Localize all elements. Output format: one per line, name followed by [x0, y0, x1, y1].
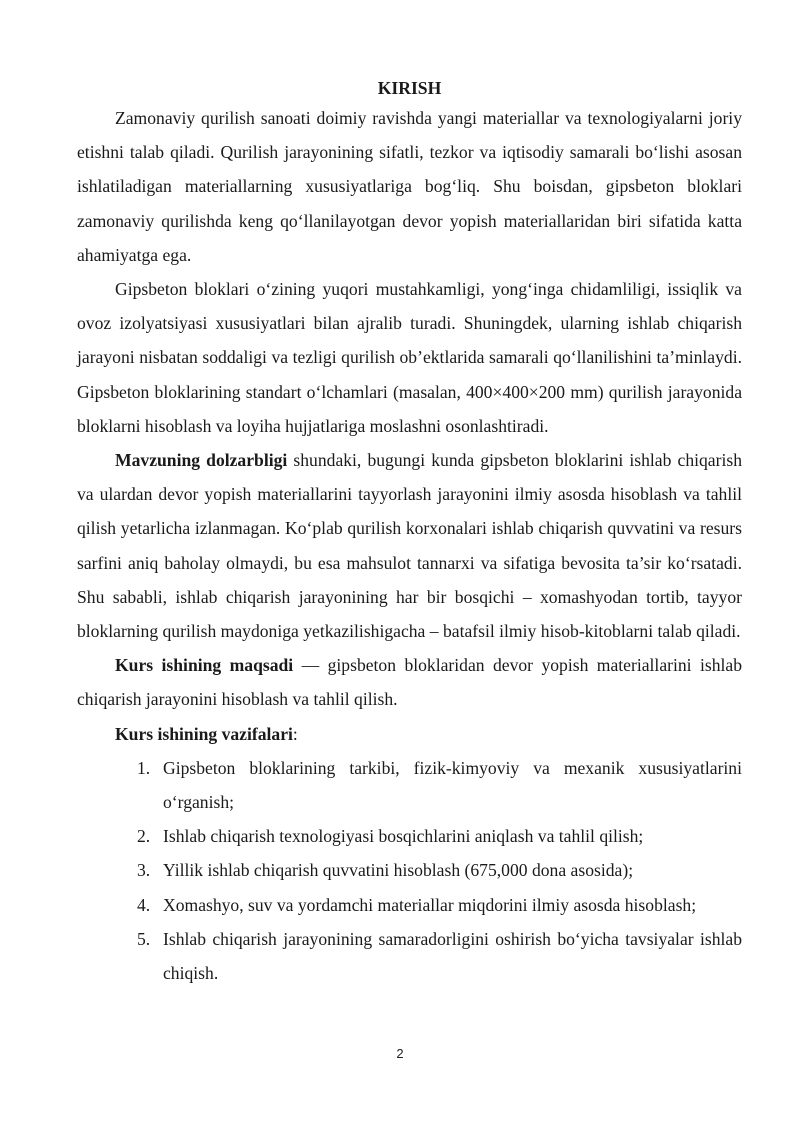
list-item-text: Xomashyo, suv va yordamchi materiallar miqdorini ilmiy asosda hisoblash;: [163, 894, 697, 915]
paragraph-relevance: [77, 443, 742, 648]
relevance-label: Mavzuning dolzarbligi: [115, 450, 288, 471]
tasks-label: Kurs ishining vazifalari: [115, 723, 293, 744]
tasks-list: [77, 751, 742, 990]
list-item-number: 3.: [137, 860, 151, 881]
goal-text: — gipsbeton bloklaridan devor yopish materiallarini ishlab chiqarish jarayonini hisoblash va tahlil qilish.: [77, 655, 743, 710]
list-item-text: Gipsbeton bloklarining tarkibi, fizik-kimyoviy va mexanik xususiyatlarini o‘rganish;: [163, 757, 742, 813]
paragraph-properties: Gipsbeton bloklari o‘zining yuqori mustahkamligi, yong‘inga chidamliligi, issiqlik va ovoz izolyatsiyasi xususiyatlari bilan ajralib turadi. Shuningdek, ularning ishlab chiqarish jarayoni nisbatan soddaligi va tezligi qurilish ob’ektlarida samarali qo‘llanilishini ta’minlaydi. Gipsbeton bloklarining standart o‘lchamlari (masalan, 400×400×200 mm) qurilish jarayonida bloklarni hisoblash va loyiha hujjatlariga moslashni osonlashtiradi.: [77, 279, 742, 436]
list-item-text: Ishlab chiqarish jarayonining samaradorligini oshirish bo‘yicha tavsiyalar ishlab chiqish.: [163, 928, 742, 984]
tasks-heading: [77, 717, 742, 751]
list-item-text: Yillik ishlab chiqarish quvvatini hisoblash (675,000 dona asosida);: [163, 860, 634, 881]
list-item-number: 5.: [137, 928, 151, 949]
goal-label: Kurs ishining maqsadi: [115, 655, 294, 676]
section-title: KIRISH: [377, 78, 442, 98]
list-item-number: 2.: [137, 826, 151, 847]
list-item: [77, 853, 742, 887]
list-item-number: 4.: [137, 894, 151, 915]
list-item: [77, 888, 742, 922]
list-item: [77, 922, 742, 990]
paragraph-goal: [77, 648, 742, 716]
list-item: [77, 819, 742, 853]
page-number: 2: [396, 1046, 404, 1061]
list-item-text: Ishlab chiqarish texnologiyasi bosqichlarini aniqlash va tahlil qilish;: [163, 826, 644, 847]
paragraph-intro: Zamonaviy qurilish sanoati doimiy ravishda yangi materiallar va texnologiyalarni joriy etishni talab qiladi. Qurilish jarayonining sifatli, tezkor va iqtisodiy samarali bo‘lishi asosan ishlatiladigan materiallarning xususiyatlariga bog‘liq. Shu boisdan, gipsbeton bloklari zamonaviy qurilishda keng qo‘llanilayotgan devor yopish materiallaridan biri sifatida katta ahamiyatga ega.: [77, 108, 742, 265]
list-item: [77, 751, 742, 819]
relevance-text: shundaki, bugungi kunda gipsbeton bloklarini ishlab chiqarish va ulardan devor yopish materiallarini tayyorlash jarayonini ilmiy asosda hisoblash va tahlil qilish yetarlicha izlanmagan. Ko‘plab qurilish korxonalari ishlab chiqarish quvvatini va resurs sarfini aniq baholay olmaydi, bu esa mahsulot tannarxi va sifatiga bevosita ta’sir ko‘rsatadi. Shu sababli, ishlab chiqarish jarayonining har bir bosqichi – xomashyodan tortib, tayyor bloklarning qurilish maydoniga yetkazilishigacha – batafsil ilmiy hisob-kitoblarni talab qiladi.: [77, 450, 742, 642]
page-content: [77, 75, 742, 990]
list-item-number: 1.: [137, 757, 151, 778]
tasks-colon: :: [292, 723, 298, 744]
